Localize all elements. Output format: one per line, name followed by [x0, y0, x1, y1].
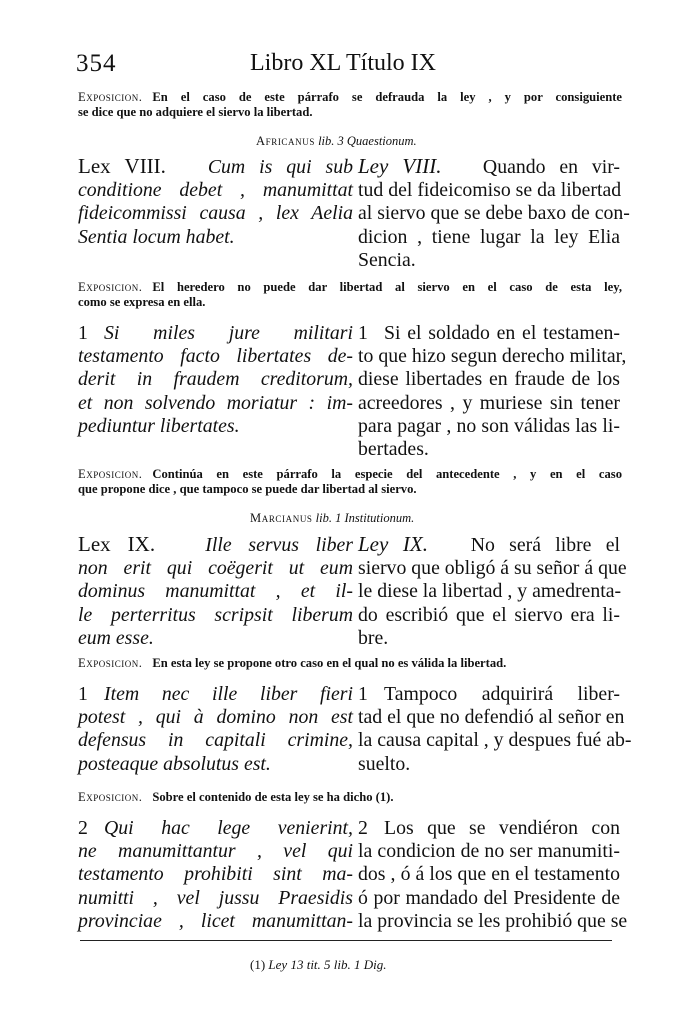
lex-heading: Lex VIII.	[78, 154, 166, 178]
exposicion-label: Exposicion.	[78, 656, 143, 670]
paragraph-number: 1	[358, 683, 368, 705]
source-citation: Africanus lib. 3 Quaestionum.	[256, 134, 417, 148]
footnote-marker: (1)	[250, 957, 266, 972]
exposicion-note: Exposicion. Continúa en este párrafo la especie del antecedente , y en el caso que propone dice , que tampoco se puede dar libertad al siervo.	[78, 467, 622, 496]
exposicion-label: Exposicion.	[78, 90, 143, 104]
paragraph-number: 1	[358, 322, 368, 344]
footnote-rule	[80, 940, 612, 941]
page-number: 354	[76, 50, 117, 77]
spanish-text-block: Ley VIII. Quando en vir- tud del fideicomiso se da libertad al siervo que se debe baxo de con- dicion , tiene lugar la ley Elia Sencia.	[358, 154, 630, 271]
paragraph-number: 2	[358, 817, 368, 839]
exposicion-note: Exposicion. Sobre el contenido de esta ley se ha dicho (1).	[78, 790, 394, 804]
paragraph-number: 1	[78, 322, 88, 344]
spanish-text-block: 2 Los que se vendiéron con la condicion de no ser manumiti- dos , ó á los que en el testamento ó por mandado del Presidente de la provincia se les prohibió que se	[358, 817, 628, 932]
latin-text-block: Lex VIII. Cum is qui sub conditione debet , manumittat fideicommissi causa , lex Aelia Sentia locum habet.	[78, 154, 353, 248]
spanish-text-block: 1 Si el soldado en el testamen- to que hizo segun derecho militar, diese libertades en fraude de los acreedores , y muriese sin tener para pagar , no son válidas las li- bertades.	[358, 322, 627, 461]
paragraph-number: 1	[78, 683, 88, 705]
running-head: Libro XL Título IX	[250, 50, 436, 76]
lex-heading: Lex IX.	[78, 532, 156, 556]
paragraph-number: 2	[78, 817, 88, 839]
exposicion-label: Exposicion.	[78, 790, 143, 804]
source-citation: Marcianus lib. 1 Institutionum.	[250, 511, 415, 525]
latin-text-block: 2 Qui hac lege venierint, ne manumittantur , vel qui testamento prohibiti sint ma- numitti , vel jussu Praesidis provinciae , licet manumittan-	[78, 817, 353, 932]
exposicion-label: Exposicion.	[78, 280, 143, 294]
ley-heading: Ley VIII.	[358, 154, 442, 178]
exposicion-note: Exposicion. El heredero no puede dar libertad al siervo en el caso de esta ley, como se expresa en ella.	[78, 280, 622, 309]
latin-text-block: 1 Si miles jure militari testamento facto libertates de- derit in fraudem creditorum, et non solvendo moriatur : im- pediuntur libertates.	[78, 322, 353, 437]
ley-heading: Ley IX.	[358, 532, 428, 556]
footnote: (1) Ley 13 tit. 5 lib. 1 Dig.	[250, 957, 387, 972]
exposicion-label: Exposicion.	[78, 467, 143, 481]
spanish-text-block: Ley IX. No será libre el siervo que obligó á su señor á que le diese la libertad , y amedrenta- do escribió que el siervo era li- bre.	[358, 532, 627, 649]
exposicion-note: Exposicion. En esta ley se propone otro caso en el qual no es válida la libertad.	[78, 656, 507, 670]
spanish-text-block: 1 Tampoco adquirirá liber- tad el que no defendió al señor en la causa capital , y despues fué ab- suelto.	[358, 683, 632, 775]
latin-text-block: 1 Item nec ille liber fieri potest , qui à domino non est defensus in capitali crimine, posteaque absolutus est.	[78, 683, 353, 775]
exposicion-note: Exposicion. En el caso de este párrafo se defrauda la ley , y por consiguiente se dice que no adquiere el siervo la libertad.	[78, 90, 622, 119]
latin-text-block: Lex IX. Ille servus liber non erit qui coëgerit ut eum dominus manumittat , et il- le perterritus scripsit liberum eum esse.	[78, 532, 353, 649]
